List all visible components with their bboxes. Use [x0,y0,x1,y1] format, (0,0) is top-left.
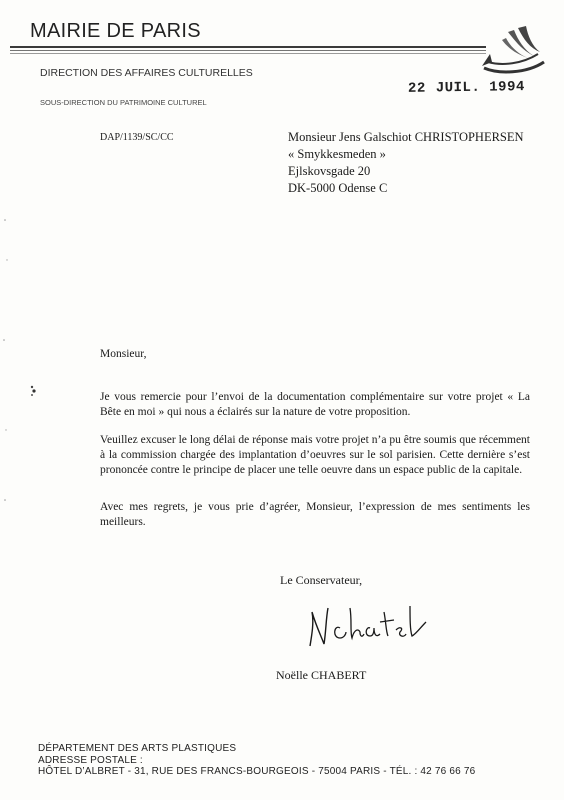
recipient-address [288,129,524,197]
scan-edge-noise [2,200,12,560]
recipient-line: Monsieur Jens Galschiot CHRISTOPHERSEN [288,130,524,144]
recipient-line: DK-5000 Odense C [288,181,388,195]
scan-speck [28,384,38,400]
letterhead-title: MAIRIE DE PARIS [30,20,201,42]
handwritten-signature-icon [300,598,430,656]
direction-label: DIRECTION DES AFFAIRES CULTURELLES [40,67,253,79]
date-day: 22 [407,80,426,97]
footer-address [38,743,475,778]
footer-line: DÉPARTEMENT DES ARTS PLASTIQUES [38,743,237,754]
letterhead-rule [10,46,486,48]
letterhead-rule [10,50,486,51]
date-stamp [408,79,525,97]
date-month: JUIL. [435,79,481,97]
paris-ship-emblem-icon [478,18,550,78]
signatory-name: Noëlle CHABERT [276,668,367,682]
recipient-line: « Smykkesmeden » [288,147,386,161]
body-paragraph: Avec mes regrets, je vous prie d’agréer, Monsieur, l’expression de mes sentiments les meilleurs. [100,501,530,528]
body-paragraph: Veuillez excuser le long délai de réponse mais votre projet n’a pu être soumis que récemment à la commission chargée des implantation d’oeuvres sur le sol parisien. Cette dernière s’est prononcée contre le principe de placer une telle oeuvre dans un espace public de la capitale. [100,434,530,476]
footer-line: HÔTEL D’ALBRET - 31, RUE DES FRANCS-BOURGEOIS - 75004 PARIS - TÉL. : 42 76 66 76 [38,766,476,777]
salutation: Monsieur, [100,348,147,360]
sous-direction-label: SOUS-DIRECTION DU PATRIMOINE CULTUREL [40,98,207,107]
body-paragraph: Je vous remercie pour l’envoi de la documentation complémentaire sur votre projet « La Bête en moi » qui nous a éclairés sur la nature de votre proposition. [100,391,530,418]
recipient-line: Ejlskovsgade 20 [288,164,371,178]
date-year: 1994 [489,79,525,96]
signatory-title: Le Conservateur, [280,573,363,587]
letterhead-rule [10,53,486,54]
reference-number: DAP/1139/SC/CC [100,132,174,143]
footer-line: ADRESSE POSTALE : [38,754,143,766]
